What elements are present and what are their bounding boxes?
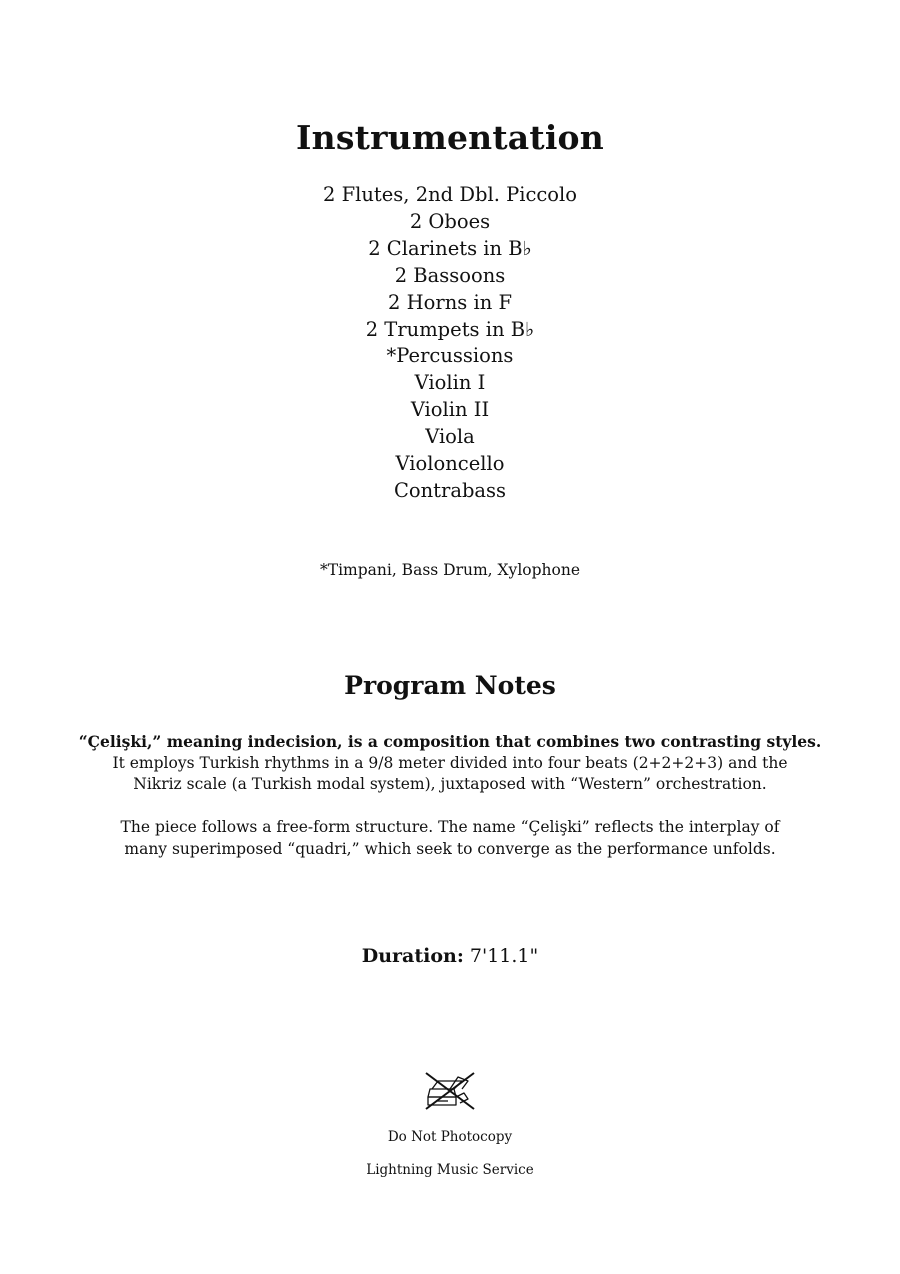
program-notes-body bbox=[0, 731, 900, 860]
instrument-item: 2 Bassoons bbox=[394, 263, 506, 287]
program-notes-line: Nikriz scale (a Turkish modal system), juxtaposed with “Western” orchestration. bbox=[133, 775, 767, 793]
instrument-item: Violin II bbox=[410, 398, 490, 422]
program-notes-line: It employs Turkish rhythms in a 9/8 meter divided into four beats (2+2+2+3) and the bbox=[112, 753, 788, 772]
instrument-item: 2 Oboes bbox=[409, 209, 491, 233]
program-notes-heading: Program Notes bbox=[344, 671, 556, 700]
instrument-item: *Percussions bbox=[386, 344, 514, 368]
program-notes-lead: “Çelişki,” meaning indecision, is a composition that combines two contrasting styles. bbox=[78, 732, 822, 751]
program-notes-line: The piece follows a free-form structure. The name “Çelişki” reflects the interplay of bbox=[120, 818, 780, 836]
percussion-footnote: *Timpani, Bass Drum, Xylophone bbox=[319, 561, 580, 579]
instrument-item: 2 Horns in F bbox=[388, 290, 512, 314]
instrument-item: Contrabass bbox=[393, 478, 507, 502]
instrument-item: 2 Flutes, 2nd Dbl. Piccolo bbox=[322, 183, 578, 206]
duration-label: Duration: bbox=[361, 945, 464, 967]
duration-line bbox=[0, 945, 900, 967]
instrument-item: Violoncello bbox=[395, 452, 505, 476]
instrument-item: Viola bbox=[425, 425, 475, 449]
instrumentation-heading: Instrumentation bbox=[296, 118, 604, 157]
instrument-list bbox=[0, 182, 900, 505]
instrument-item: 2 Clarinets in B♭ bbox=[368, 236, 532, 260]
publisher-name: Lightning Music Service bbox=[366, 1162, 534, 1178]
no-photocopy-notice: Do Not Photocopy bbox=[387, 1129, 513, 1145]
duration-value: 7'11.1" bbox=[469, 945, 539, 967]
instrument-item: 2 Trumpets in B♭ bbox=[365, 317, 535, 341]
no-photocopy-icon bbox=[424, 1071, 476, 1111]
instrument-item: Violin I bbox=[414, 371, 486, 395]
program-notes-line: many superimposed “quadri,” which seek to converge as the performance unfolds. bbox=[124, 839, 776, 858]
